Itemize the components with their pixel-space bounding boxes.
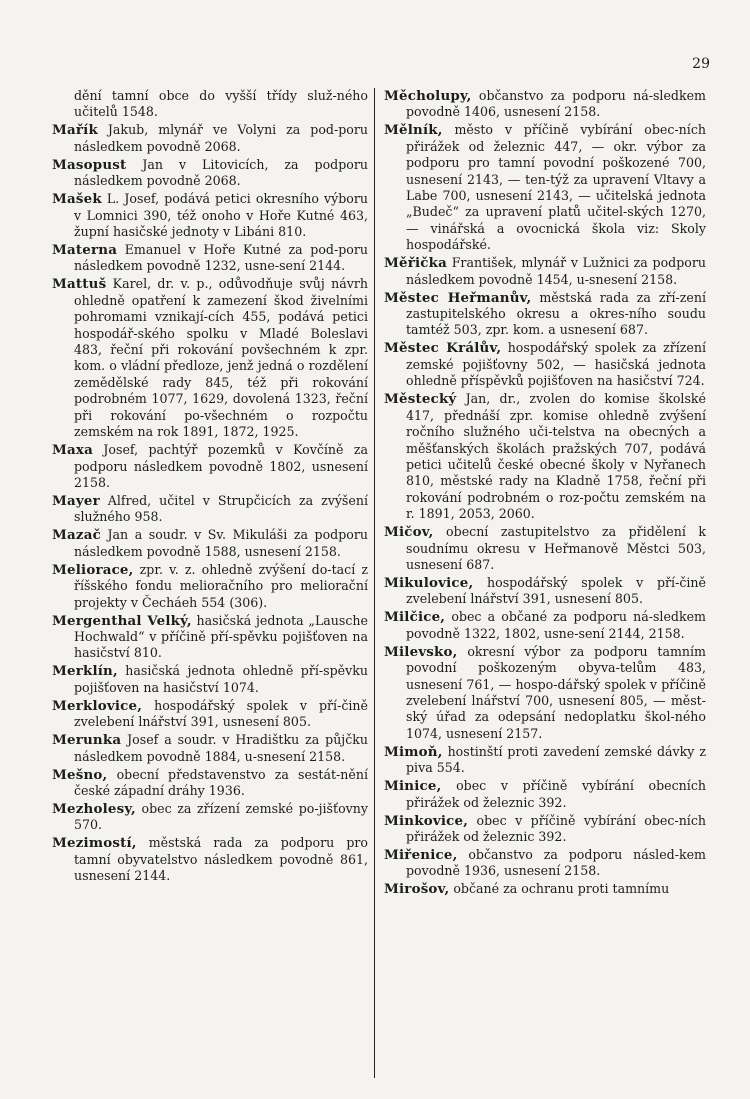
index-entry	[384, 609, 706, 642]
entry-headword: Měcholupy,	[384, 88, 472, 104]
index-entry: dění tamní obce do vyšší třídy služ-ného učitelů 1548.	[74, 88, 368, 120]
entry-text: občanstvo za podporu násled-kem povodně 1936, usnesení 2158.	[406, 847, 706, 879]
entry-headword: Mašek	[52, 191, 102, 208]
entry-text: L. Josef, podává petici okresního výboru v Lomnici 390, též onoho v Hoře Kutné 463, župní hasičské jednoty v Libáni 810.	[74, 191, 368, 240]
entry-text: obec a občané za podporu ná-sledkem povodně 1322, 1802, usne-sení 2144, 2158.	[406, 609, 706, 641]
entry-headword: Milčice,	[384, 609, 446, 626]
entry-text: obecní zastupitelstvo za přidělení k soudnímu okresu v Heřmanově Městci 503, usnesení 687.	[406, 524, 706, 572]
entry-text: obec v příčině vybírání obecních přirážek od železnic 392.	[406, 778, 706, 810]
index-entry	[52, 122, 368, 155]
entry-headword: Městec Heřmanův,	[384, 289, 532, 306]
index-entry	[52, 276, 368, 440]
right-column	[384, 88, 706, 899]
entry-text: hospodářský spolek v pří-čině zvelebení lnářství 391, usnesení 805.	[74, 697, 368, 730]
left-column	[52, 88, 368, 886]
entry-headword: Mešno,	[52, 766, 108, 783]
entry-text: okresní výbor za podporu tamním povodní poškozeným obyva-telům 483, usnesení 761, — hospo-dářský spolek v příčině zvelebení lnářství 700, usnesení 805, — měst-ský úřad za odepsání nedoplatku škol-ného 1074, usnesení 2157.	[406, 643, 706, 741]
entry-headword: Mělník,	[384, 122, 443, 139]
entry-headword: Merklín,	[52, 663, 118, 680]
entry-text: občanstvo za podporu ná-sledkem povodně 1406, usnesení 2158.	[406, 88, 706, 120]
index-entry	[384, 644, 706, 742]
index-entry	[384, 290, 706, 339]
index-entry	[52, 732, 368, 765]
entry-headword: Merklovice,	[52, 697, 143, 714]
entry-text: Jan v Litovicích, za podporu následkem povodně 2068.	[74, 156, 368, 189]
entry-headword: Mezholesy,	[52, 800, 136, 817]
entry-text: Josef a soudr. v Hradištku za půjčku následkem povodně 1884, u-snesení 2158.	[74, 732, 368, 764]
entry-text: František, mlynář v Lužnici za podporu následkem povodně 1454, u-snesení 2158.	[406, 255, 706, 287]
entry-text: Jan, dr., zvolen do komise školské 417, přednáší zpr. komise ohledně zvýšení ročního služného uči-telstva na obecných a měšťanských školách pražských 707, podává petici učitelů české obecné školy v Nyřanech 810, městské rady na Kladně 1758, řeční při rokování podrobném o roz-počtu zemském na r. 1891, 2053, 2060.	[406, 391, 706, 522]
entry-headword: Mayer	[52, 492, 100, 509]
entry-headword: Městecký	[384, 391, 457, 408]
entry-text: Emanuel v Hoře Kutné za pod-poru následkem povodně 1232, usne-sení 2144.	[74, 242, 368, 274]
entry-headword: Merunka	[52, 732, 122, 749]
entry-text: Karel, dr. v. p., odůvodňuje svůj návrh ohledně opatření k zamezení škod živelními pohromami vznikají-cích 455, podává petici hospodář-ského spolku v Mladé Boleslavi 483, řeční při rokování povšechném k zpr. kom. o vládní předloze, jenž jedná o rozdělení zemědělské rady 845, též při rokování podrobném 1077, 1629, dovolená 1323, řeční při rokování po-všechném o rozpočtu zemském na rok 1891, 1872, 1925.	[74, 276, 368, 440]
entry-text: hostinští proti zavedení zemské dávky z piva 554.	[406, 743, 706, 776]
index-entry	[384, 881, 706, 897]
entry-text: hospodářský spolek za zřízení zemské pojišťovny 502, — hasičská jednota ohledně příspěvků pojišťoven na hasičství 724.	[406, 340, 706, 389]
entry-text: Jakub, mlynář ve Volyni za pod-poru následkem povodně 2068.	[74, 122, 368, 154]
entry-headword: Milevsko,	[384, 643, 458, 660]
index-entry	[52, 527, 368, 560]
entry-text: občané za ochranu proti tamnímu	[449, 881, 670, 897]
entry-text: město v příčině vybírání obec-ních přirážek od železnic 447, — okr. výbor za podporu pro tamní povodní poškozené 700, usnesení 2143, — ten-týž za upravení Vltavy a Labe 700, usnesení 2143, — učitelská jednota „Budeč“ za upravení platů učitel-ských 1270, — vinářská a ovocnická škola viz: Skoly hospodářské.	[406, 122, 706, 253]
entry-text: hospodářský spolek v pří-čině zvelebení lnářství 391, usnesení 805.	[406, 574, 706, 607]
entry-text: Jan a soudr. v Sv. Mikuláši za podporu následkem povodně 1588, usnesení 2158.	[74, 527, 368, 559]
index-entry	[384, 122, 706, 253]
entry-headword: Mezimostí,	[52, 835, 137, 852]
entry-headword: Mičov,	[384, 524, 434, 541]
entry-text: hasičská jednota „Lausche Hochwald“ v příčině pří-spěvku pojišťoven na hasičství 810.	[74, 612, 369, 661]
entry-headword: Mimoň,	[384, 743, 443, 760]
entry-headword: Miřenice,	[384, 847, 458, 863]
entry-headword: Mergenthal Velký,	[52, 612, 192, 629]
index-entry	[384, 778, 706, 811]
index-entry	[384, 575, 706, 608]
index-entry	[52, 191, 368, 240]
index-entry	[52, 835, 368, 884]
page-number: 29	[692, 56, 710, 72]
entry-headword: Minice,	[384, 778, 442, 795]
index-entry	[384, 340, 706, 389]
entry-headword: Mattuš	[52, 276, 107, 293]
entry-text: městská rada za zří-zení zastupitelského okresu a okres-ního soudu tamtéž 503, zpr. kom. a usnesení 687.	[406, 289, 706, 338]
index-entry	[52, 157, 368, 190]
index-entry	[52, 698, 368, 731]
entry-headword: Minkovice,	[384, 812, 469, 829]
entry-headword: Materna	[52, 242, 118, 259]
index-entry	[52, 562, 368, 611]
entry-text: Alfred, učitel v Strupčicích za zvýšení služného 958.	[74, 492, 368, 525]
entry-headword: Mirošov,	[384, 881, 450, 898]
entry-text: Josef, pachtýř pozemků v Kovčíně za podporu následkem povodně 1802, usnesení 2158.	[74, 442, 368, 490]
index-entry	[384, 847, 706, 880]
entry-headword: Mikulovice,	[384, 574, 474, 591]
index-entry	[384, 88, 706, 121]
column-divider	[374, 88, 375, 1078]
entry-text: obec v příčině vybírání obec-ních přirážek od železnic 392.	[406, 812, 706, 844]
entry-text: městská rada za podporu pro tamní obyvatelstvo následkem povodně 861, usnesení 2144.	[74, 835, 368, 884]
index-entry	[52, 801, 368, 834]
entry-headword: Masopust	[52, 156, 127, 173]
index-entry	[384, 813, 706, 846]
entry-headword: Městec Králův,	[384, 340, 502, 357]
entry-text: obecní představenstvo za sestát-nění české západní dráhy 1936.	[74, 766, 368, 798]
index-entry	[384, 524, 706, 573]
index-entry	[52, 493, 368, 526]
entry-headword: Měřička	[384, 255, 447, 272]
index-entry	[52, 767, 368, 800]
index-entry	[52, 442, 368, 491]
entry-text: obec za zřízení zemské po-jišťovny 570.	[74, 800, 368, 833]
index-entry	[384, 391, 706, 522]
entry-headword: Meliorace,	[52, 561, 134, 578]
index-entry	[52, 663, 368, 696]
entry-headword: Mařík	[52, 122, 98, 139]
index-entry	[384, 255, 706, 288]
index-entry	[384, 744, 706, 777]
index-entry	[52, 613, 368, 662]
index-entry	[52, 242, 368, 275]
entry-text: hasičská jednota ohledně pří-spěvku pojišťoven na hasičství 1074.	[74, 663, 368, 695]
entry-headword: Maxa	[52, 442, 93, 459]
entry-text: zpr. v. z. ohledně zvýšení do-tací z říšského fondu melioračního pro meliorační projekty v Čecháeh 554 (306).	[74, 561, 368, 610]
entry-headword: Mazač	[52, 527, 101, 544]
